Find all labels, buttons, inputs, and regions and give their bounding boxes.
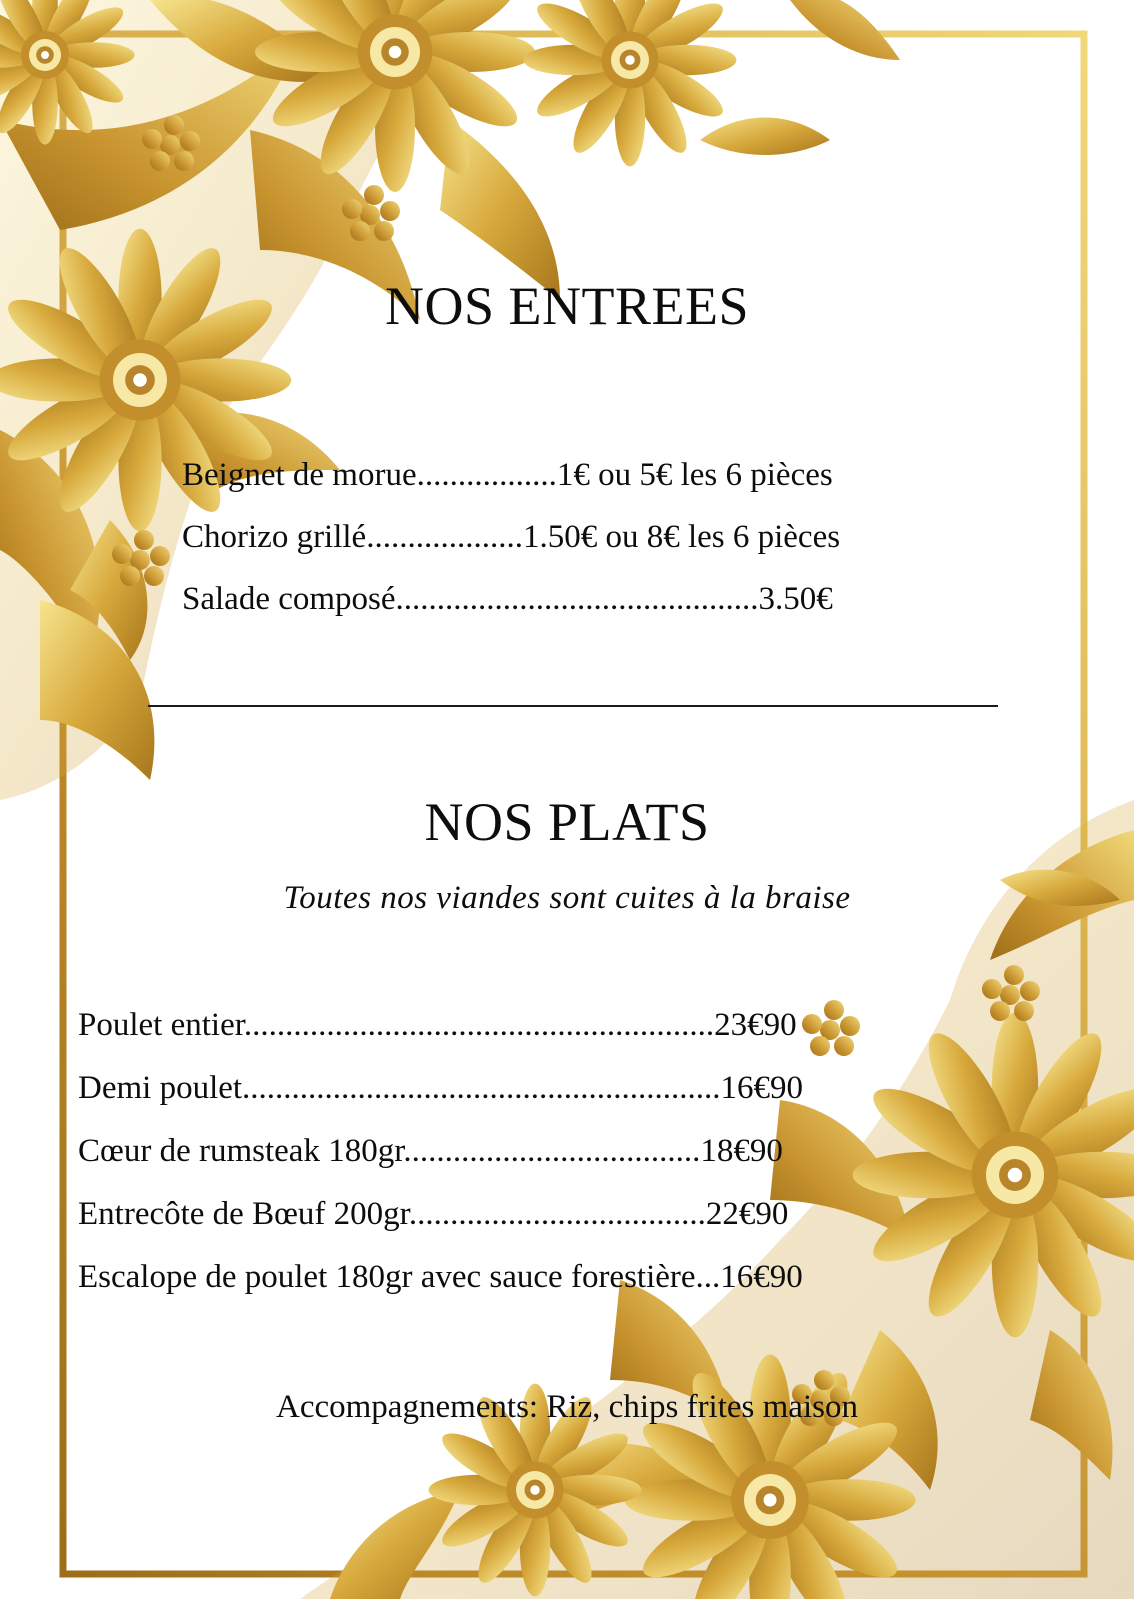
plat-item-demi-poulet: Demi poulet..........................................................16€90 <box>78 1070 804 1106</box>
entree-item-beignet: Beignet de morue.................1€ ou 5€ les 6 pièces <box>182 457 833 493</box>
plat-item-escalope: Escalope de poulet 180gr avec sauce forestière...16€90 <box>78 1259 803 1295</box>
entree-item-salade: Salade composé............................................3.50€ <box>182 581 833 617</box>
plat-item-poulet-entier: Poulet entier.........................................................23€90 <box>78 1007 797 1043</box>
entrees-title: NOS ENTREES <box>384 276 749 336</box>
plat-item-rumsteak: Cœur de rumsteak 180gr....................................18€90 <box>78 1133 783 1169</box>
section-divider <box>148 705 998 707</box>
accompaniments-note: Accompagnements: Riz, chips frites maison <box>276 1389 858 1425</box>
plats-subtitle: Toutes nos viandes sont cuites à la braise <box>283 880 851 916</box>
plats-title: NOS PLATS <box>424 792 710 852</box>
plat-item-entrecote: Entrecôte de Bœuf 200gr....................................22€90 <box>78 1196 789 1232</box>
entree-item-chorizo: Chorizo grillé...................1.50€ ou 8€ les 6 pièces <box>182 519 841 555</box>
